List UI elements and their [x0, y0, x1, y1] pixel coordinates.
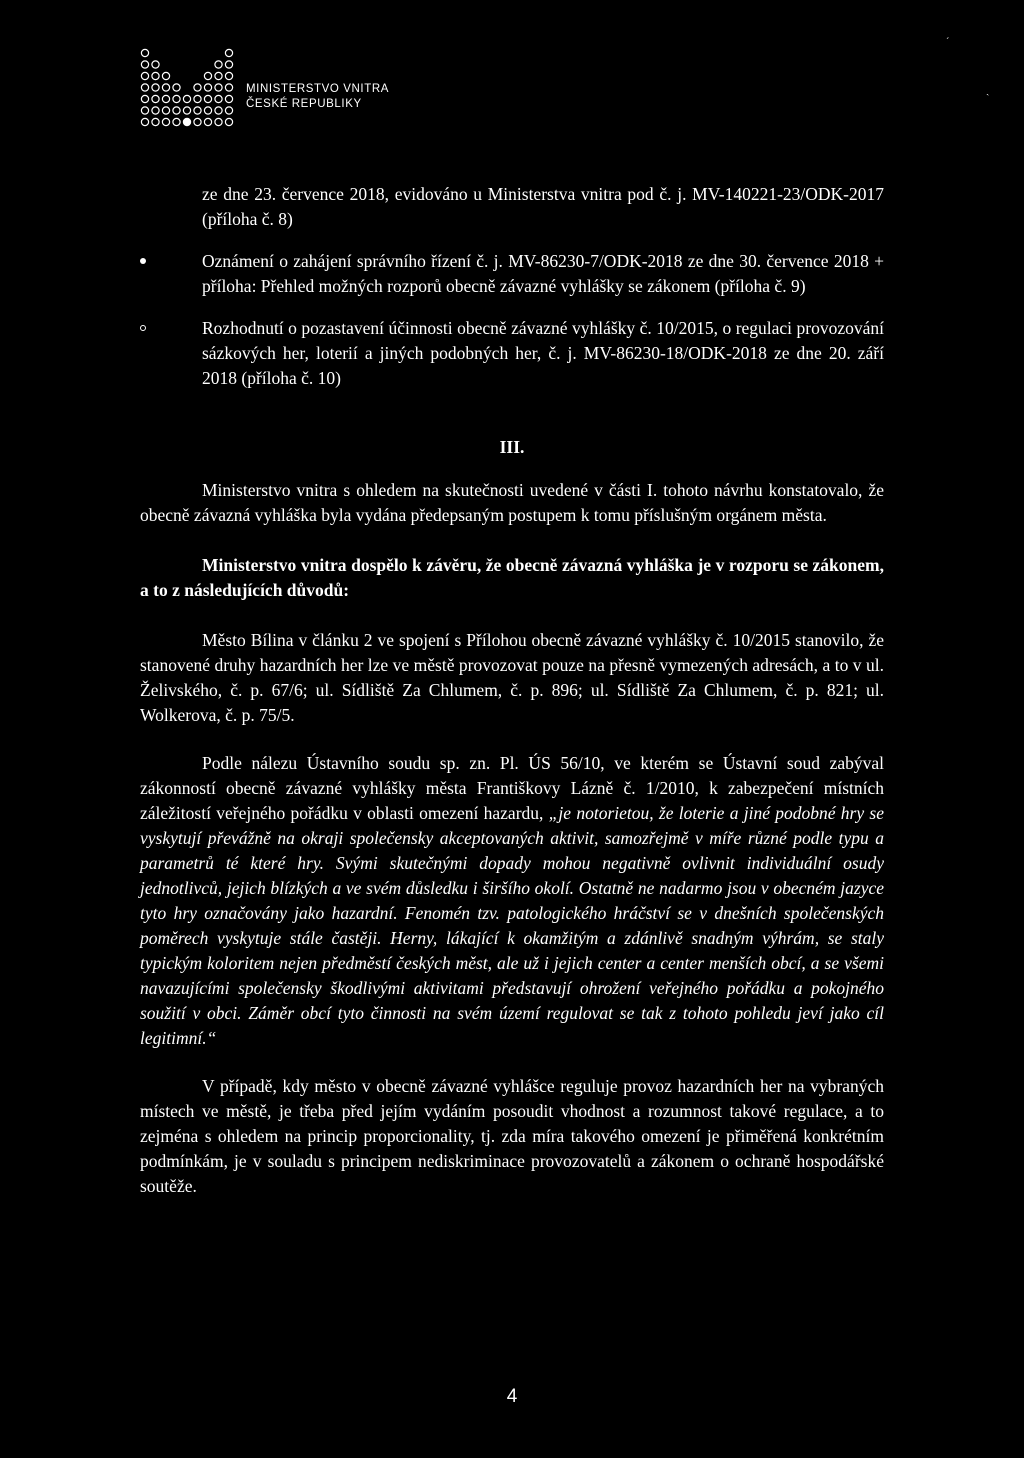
list-item-text: Oznámení o zahájení správního řízení č. j. MV-86230-7/ODK-2018 ze dne 30. července 2018 + příloha: Přehled možných rozporů obecně závazné vyhlášky se zákonem (příloha č. 9)	[202, 251, 884, 296]
court-quote: „je notorietou, že loterie a jiné podobné hry se vyskytují převážně na okraji společensky akceptovaných aktivit, samozřejmě v míře různé podle typu a parametrů té které hry. Svými skutečnými dopady mohou negativně ovlivnit individuální osudy jednotlivců, jejich blízkých a ve svém důsledku i širšího okolí. Ostatně ne nadarmo jsou v obecném jazyce tyto hry označovány jako hazardní. Fenomén tzv. patologického hráčství se v dnešních společenských poměrech vyskytuje stále častěji. Herny, lákající k okamžitým a zdánlivě snadným výhrám, se staly typickým koloritem nejen předměstí českých měst, ale už i jejich center a center menších obcí, a se všemi navazujícími společensky škodlivými aktivitami představují ohrožení veřejného pořádku a pokojného soužití v obci. Záměr obcí tyto činnosti na svém území regulovat se tak z tohoto pohledu jeví jako cíl legitimní.“	[140, 803, 884, 1048]
paragraph-quote	[140, 751, 884, 1051]
ministry-name-line1: MINISTERSTVO VNITRA	[246, 83, 390, 95]
list-item	[140, 316, 884, 391]
ministry-name-line2: ČESKÉ REPUBLIKY	[246, 98, 362, 110]
bullet-icon	[140, 258, 146, 264]
list-item-text: Rozhodnutí o pozastavení účinnosti obecně závazné vyhlášky č. 10/2015, o regulaci provozování sázkových her, loterií a jiných podobných her, č. j. MV-86230-18/ODK-2018 ze dne 20. září 2018 (příloha č. 10)	[202, 318, 884, 388]
section-heading: III.	[499, 437, 525, 457]
document-body	[140, 182, 884, 1199]
list-item-continued	[140, 182, 884, 232]
ministry-name	[246, 82, 389, 112]
letterhead	[140, 48, 540, 130]
bullet-icon	[140, 325, 146, 331]
paragraph-text: Podle nálezu Ústavního soudu sp. zn. Pl. ÚS 56/10, ve kterém se Ústavní soud zabýval zákonností obecně závazné vyhlášky města Františkovy Lázně č. 1/2010, k zabezpečení místních záležitostí veřejného pořádku v oblasti omezení hazardu,	[140, 753, 884, 823]
list-item	[140, 249, 884, 299]
ministry-logo-icon	[140, 48, 236, 130]
paragraph-conclusion: Ministerstvo vnitra dospělo k závěru, že obecně závazná vyhláška je v rozporu se zákonem, a to z následujících důvodů:	[140, 555, 884, 600]
page-number: 4	[506, 1386, 518, 1407]
scan-mark: ˏ	[986, 85, 990, 96]
scan-mark: ˊ	[946, 37, 950, 48]
paragraph: Ministerstvo vnitra s ohledem na skutečnosti uvedené v části I. tohoto návrhu konstatovalo, že obecně závazná vyhláška byla vydána předepsaným postupem k tomu příslušným orgánem města.	[140, 480, 884, 525]
paragraph: Město Bílina v článku 2 ve spojení s Přílohou obecně závazné vyhlášky č. 10/2015 stanovilo, že stanovené druhy hazardních her lze ve městě provozovat pouze na přesně vymezených adresách, a to v ul. Želivského, č. p. 67/6; ul. Sídliště Za Chlumem, č. p. 896; ul. Sídliště Za Chlumem, č. p. 821; ul. Wolkerova, č. p. 75/5.	[140, 630, 884, 725]
paragraph: V případě, kdy město v obecně závazné vyhlášce reguluje provoz hazardních her na vybraných místech ve městě, je třeba před jejím vydáním posoudit vhodnost a rozumnost takové regulace, a to zejména s ohledem na princip proporcionality, tj. zda míra takového omezení je přiměřená konkrétním podmínkám, je v souladu s principem nediskriminace provozovatelů a zákonem o ochraně hospodářské soutěže.	[140, 1076, 884, 1196]
list-item-text: ze dne 23. července 2018, evidováno u Ministerstva vnitra pod č. j. MV-140221-23/ODK-2017 (příloha č. 8)	[202, 184, 884, 229]
